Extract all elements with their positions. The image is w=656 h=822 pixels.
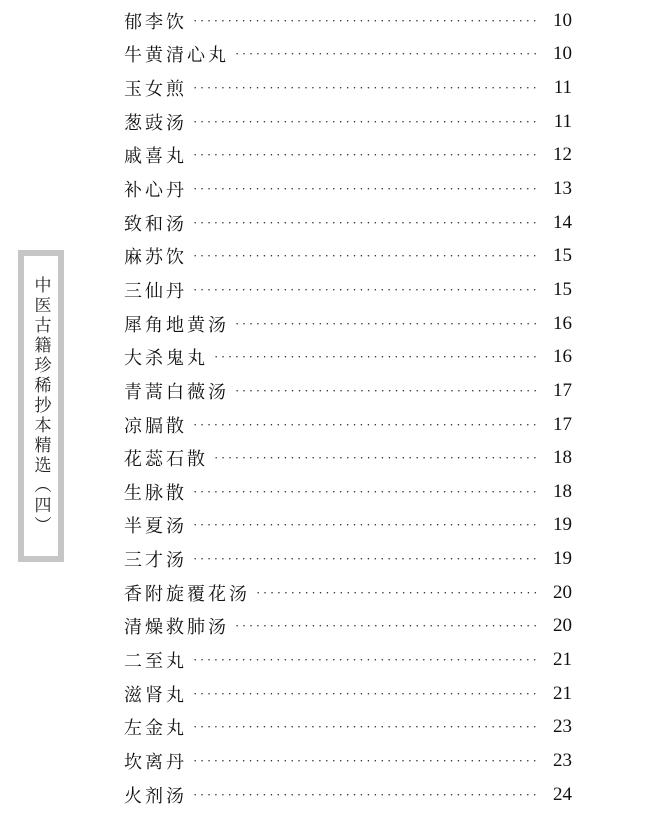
toc-entry-title: 麻苏饮: [124, 247, 187, 269]
toc-dot-leader: [193, 147, 538, 163]
toc-dot-leader: [193, 282, 538, 298]
toc-entry-title: 青蒿白薇汤: [124, 381, 229, 403]
toc-entry[interactable]: [124, 139, 572, 173]
toc-entry[interactable]: [124, 38, 572, 72]
toc-entry-title: 香附旋覆花汤: [124, 583, 250, 605]
toc-entry-title: 二至丸: [124, 650, 187, 672]
toc-entry-page: 13: [553, 178, 572, 200]
toc-entry-page: 20: [553, 615, 572, 637]
toc-entry-page: 10: [553, 43, 572, 65]
toc-entry-page: 16: [553, 346, 572, 368]
toc-dot-leader: [193, 652, 538, 668]
toc-dot-leader: [193, 484, 538, 500]
toc-dot-leader: [214, 349, 538, 365]
toc-entry[interactable]: [124, 105, 572, 139]
toc-entry-title: 三仙丹: [124, 280, 187, 302]
book-series-tab: [18, 250, 64, 562]
toc-entry-page: 23: [553, 749, 572, 771]
toc-entry-page: 16: [553, 312, 572, 334]
toc-entry-page: 12: [553, 144, 572, 166]
toc-dot-leader: [193, 753, 538, 769]
toc-entry-title: 凉膈散: [124, 415, 187, 437]
toc-entry-title: 郁李饮: [124, 11, 187, 33]
toc-dot-leader: [193, 114, 538, 130]
toc-entry[interactable]: [124, 206, 572, 240]
toc-dot-leader: [193, 417, 538, 433]
toc-dot-leader: [193, 551, 538, 567]
toc-entry-title: 葱豉汤: [124, 112, 187, 134]
toc-entry-page: 20: [553, 581, 572, 603]
toc-entry[interactable]: [124, 340, 572, 374]
toc-dot-leader: [235, 383, 538, 399]
toc-entry[interactable]: [124, 576, 572, 610]
table-of-contents: [124, 4, 572, 811]
toc-entry[interactable]: [124, 71, 572, 105]
toc-entry-title: 生脉散: [124, 482, 187, 504]
toc-entry-title: 左金丸: [124, 718, 187, 740]
toc-entry[interactable]: [124, 778, 572, 812]
toc-entry-title: 半夏汤: [124, 516, 187, 538]
book-series-tab-inner: [24, 256, 58, 556]
toc-entry[interactable]: [124, 307, 572, 341]
toc-entry[interactable]: [124, 441, 572, 475]
toc-entry-page: 18: [553, 480, 572, 502]
toc-entry-title: 坎离丹: [124, 751, 187, 773]
toc-dot-leader: [235, 316, 538, 332]
toc-dot-leader: [235, 618, 538, 634]
toc-entry-title: 花蕊石散: [124, 449, 208, 471]
toc-entry-page: 10: [553, 9, 572, 31]
toc-dot-leader: [193, 215, 538, 231]
toc-entry[interactable]: [124, 610, 572, 644]
toc-dot-leader: [193, 248, 538, 264]
toc-dot-leader: [214, 450, 538, 466]
toc-dot-leader: [235, 46, 538, 62]
toc-entry-page: 17: [553, 379, 572, 401]
toc-entry-title: 滋肾丸: [124, 684, 187, 706]
toc-entry[interactable]: [124, 677, 572, 711]
toc-entry-page: 18: [553, 447, 572, 469]
toc-dot-leader: [193, 719, 538, 735]
toc-entry[interactable]: [124, 4, 572, 38]
toc-entry[interactable]: [124, 475, 572, 509]
toc-dot-leader: [193, 80, 538, 96]
toc-entry[interactable]: [124, 509, 572, 543]
toc-dot-leader: [193, 686, 538, 702]
toc-entry-page: 11: [553, 110, 572, 132]
toc-entry[interactable]: [124, 374, 572, 408]
toc-entry-page: 21: [553, 682, 572, 704]
toc-entry-title: 火剂汤: [124, 785, 187, 807]
toc-entry-page: 15: [553, 278, 572, 300]
toc-dot-leader: [193, 181, 538, 197]
toc-entry-title: 清燥救肺汤: [124, 617, 229, 639]
toc-dot-leader: [256, 585, 538, 601]
toc-entry-page: 19: [553, 548, 572, 570]
toc-entry-page: 15: [553, 245, 572, 267]
toc-dot-leader: [193, 13, 538, 29]
toc-entry-page: 24: [553, 783, 572, 805]
book-series-title: 中医古籍珍稀抄本精选（四）: [30, 276, 51, 536]
toc-entry-page: 21: [553, 648, 572, 670]
toc-dot-leader: [193, 517, 538, 533]
toc-entry[interactable]: [124, 710, 572, 744]
toc-entry-title: 玉女煎: [124, 79, 187, 101]
toc-entry[interactable]: [124, 273, 572, 307]
toc-entry-title: 补心丹: [124, 180, 187, 202]
toc-entry-page: 14: [553, 211, 572, 233]
toc-entry[interactable]: [124, 408, 572, 442]
toc-entry[interactable]: [124, 542, 572, 576]
toc-entry-page: 19: [553, 514, 572, 536]
toc-entry[interactable]: [124, 172, 572, 206]
toc-entry-title: 致和汤: [124, 213, 187, 235]
toc-dot-leader: [193, 787, 538, 803]
toc-entry[interactable]: [124, 643, 572, 677]
toc-entry-page: 11: [553, 77, 572, 99]
toc-entry-title: 牛黄清心丸: [124, 45, 229, 67]
toc-entry-title: 三才汤: [124, 550, 187, 572]
toc-entry-page: 23: [553, 716, 572, 738]
toc-entry-page: 17: [553, 413, 572, 435]
toc-entry-title: 犀角地黄汤: [124, 314, 229, 336]
toc-entry-title: 戚喜丸: [124, 146, 187, 168]
toc-entry[interactable]: [124, 239, 572, 273]
toc-entry[interactable]: [124, 744, 572, 778]
toc-entry-title: 大杀鬼丸: [124, 348, 208, 370]
